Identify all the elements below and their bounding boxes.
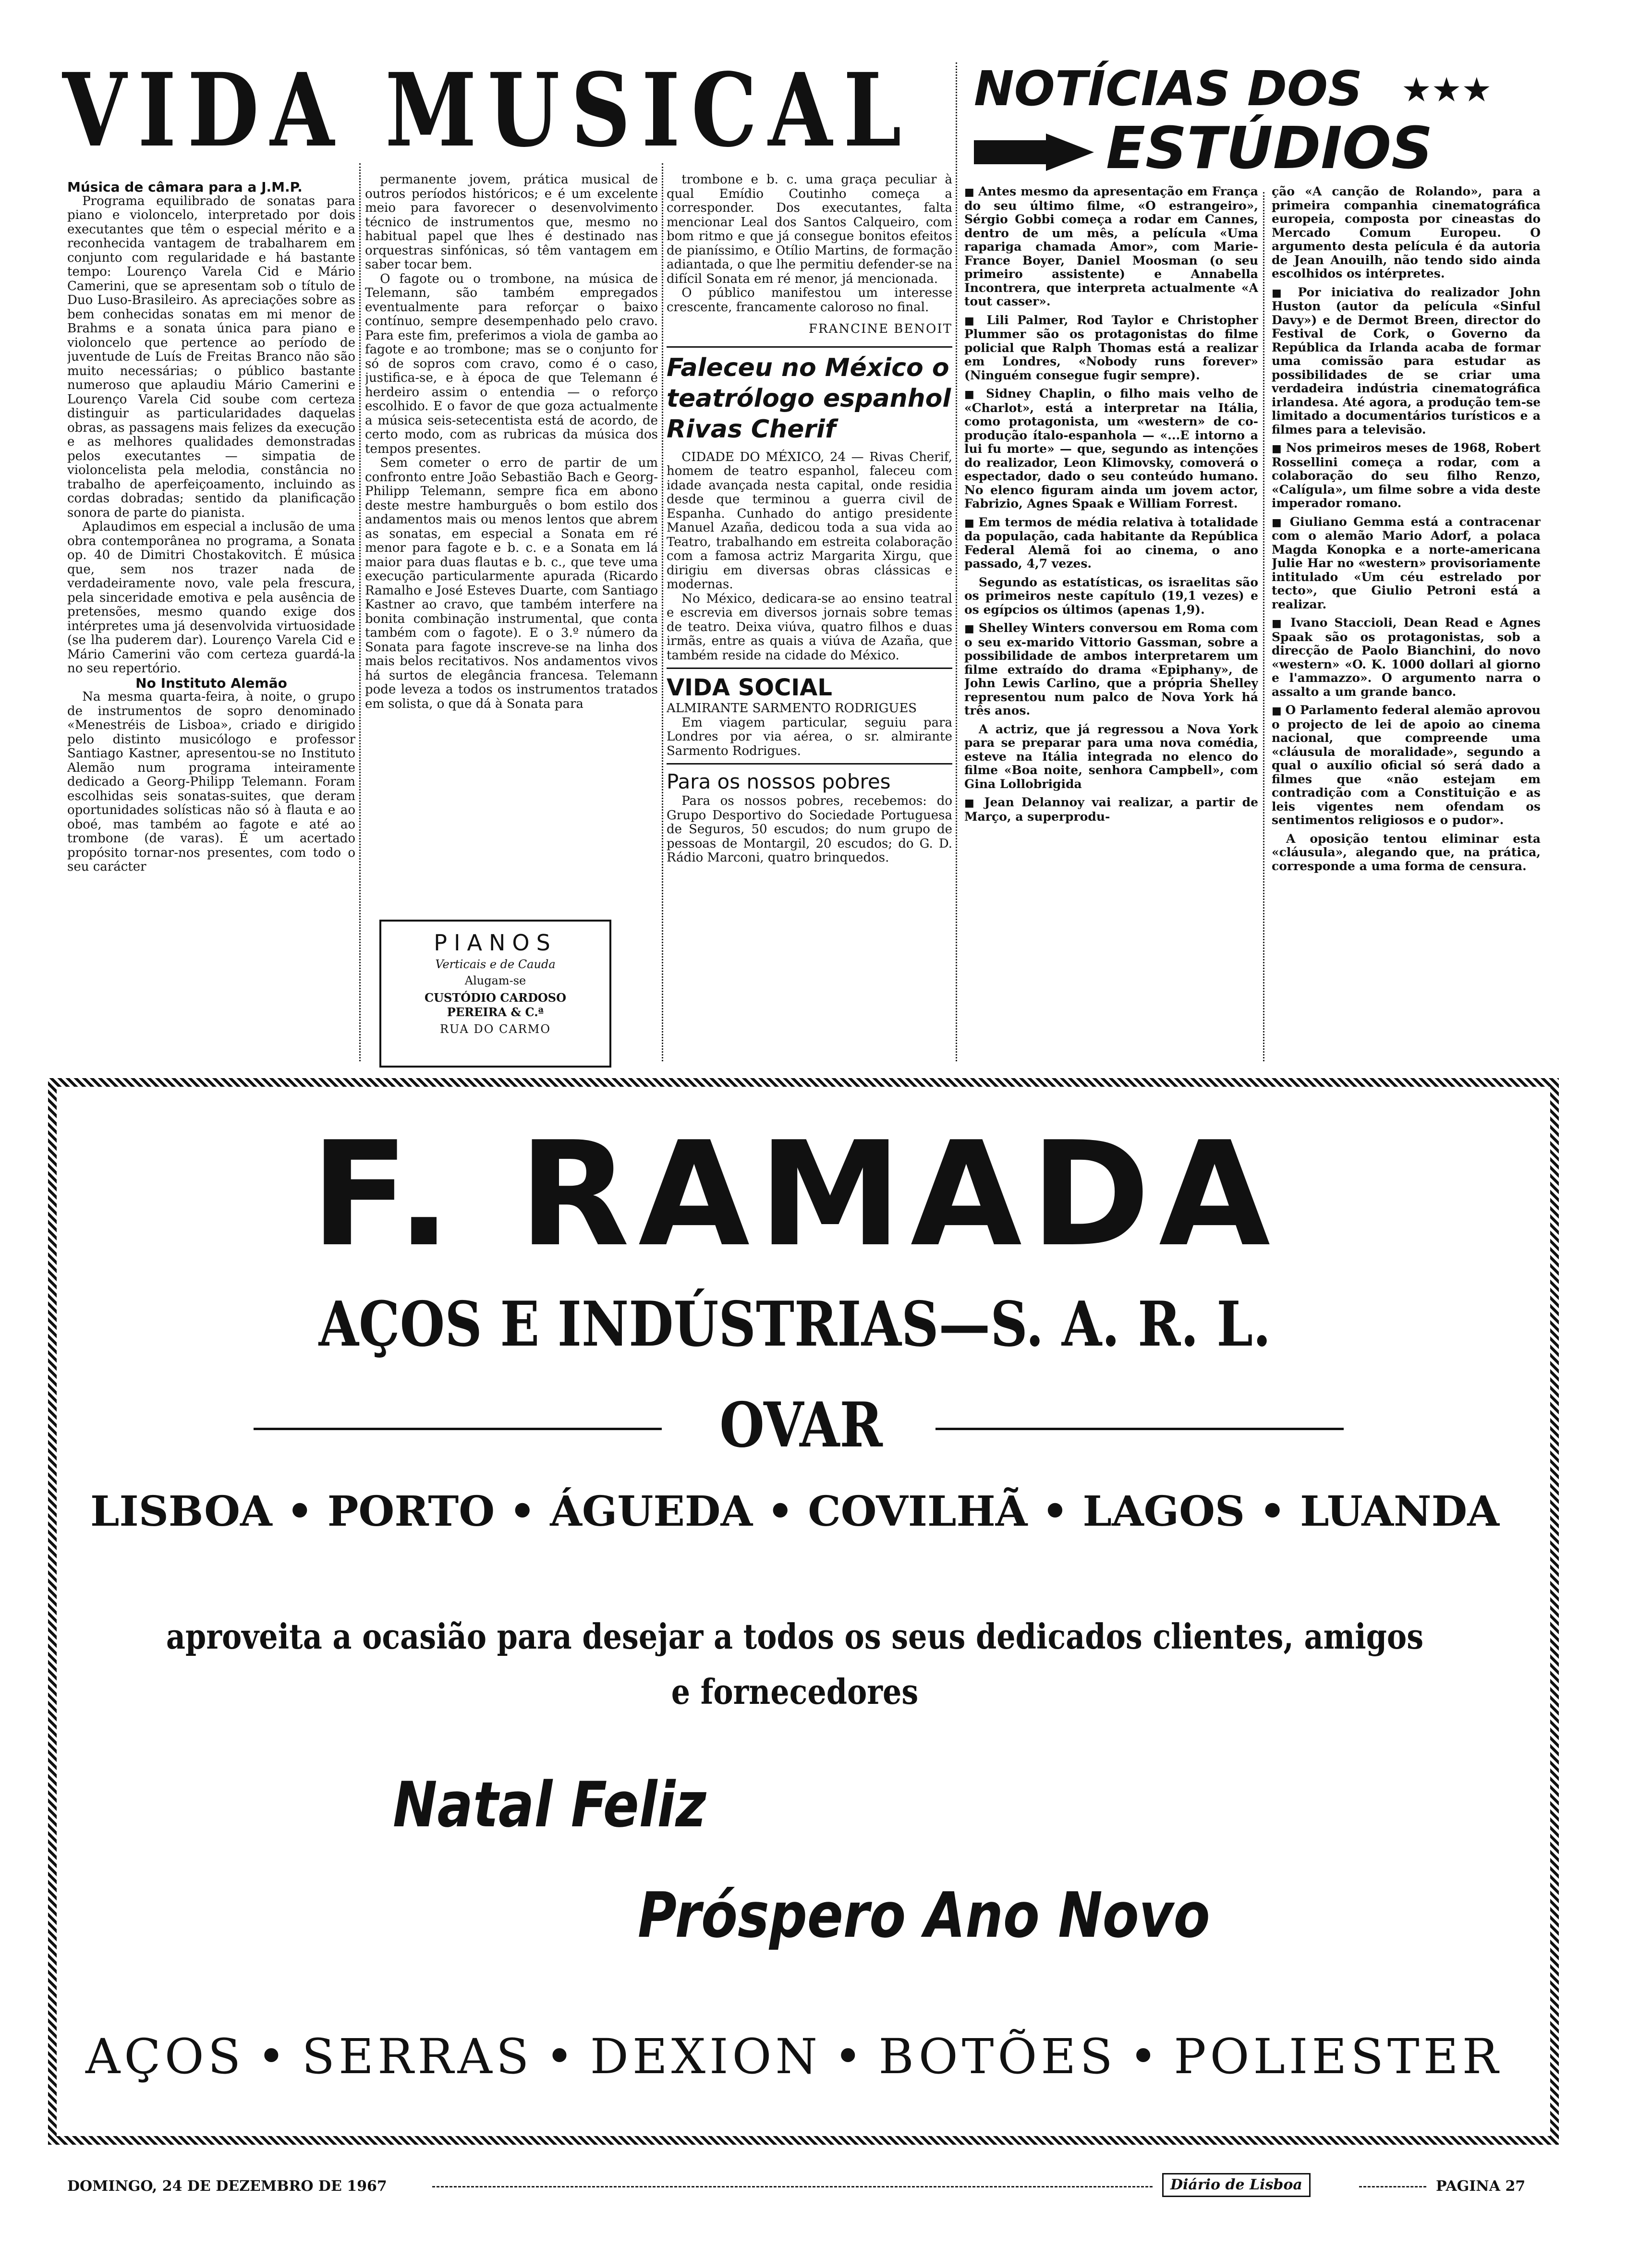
column-rule [1263,192,1264,1061]
news-item: ■ Por iniciativa do realizador John Huston (autor da película «Sinful Davy») e de Dermot Breen, director do Festival de Cork, o Governo da República da Irlanda acaba de formar uma comissão para estudar as possibilidades de se criar uma verdadeira indústria cinematográfica irlandesa. Até agora, a produção tem-se limitado a documentários turísticos e a filmes para a televisão. [1272,286,1541,437]
column-3 [667,173,952,1066]
subhead: Música de câmara para a J.M.P. [67,180,303,195]
footer-rule [432,2186,1153,2187]
greeting-natal: Natal Feliz [393,1768,706,1841]
pianos-title: PIANOS [434,930,557,956]
paragraph: Para os nossos pobres, recebemos: do Grupo Desportivo do Sociedade Portuguesa de Seguros, 50 escudos; do num grupo de pessoas de Montargil, 20 escudos; do G. D. Rádio Marconi, quatro brinquedos. [667,794,952,865]
bullet-icon: • [834,2028,866,2085]
city-list [90,1485,1499,1538]
paragraph: No México, dedicara-se ao ensino teatral e escrevia em diversos jornais sobre temas de teatro. Deixa viúva, quatro filhos e duas irmãs, entre as quais a viúva de Azaña, que também reside na cidade do México. [667,591,952,663]
paragraph: Em viagem particular, seguiu para Londres por via aérea, o sr. almirante Sarmento Rodrigues. [667,715,952,758]
product: DEXION [590,2028,822,2085]
rule [667,346,952,348]
city: LUANDA [1300,1487,1499,1536]
rule [254,1428,662,1430]
paragraph: CIDADE DO MÉXICO, 24 — Rivas Cherif, homem de teatro espanhol, faleceu com idade avançada nesta capital, onde residia desde que terminou a guerra civil de Espanha. Cunhado do antigo presidente Manuel Azaña, dedicou toda a sua vida ao Teatro, trabalhando em estreita colaboração com a famosa actriz Margarita Xirgu, que dirigiu em diversas obras clássicas e modernas. [667,449,952,592]
product: BOTÕES [878,2028,1117,2085]
product: POLIESTER [1174,2028,1502,2085]
message-line: aproveita a ocasião para desejar a todos os seus dedicados clientes, amigos [166,1616,1424,1657]
bullet-icon: • [545,2028,578,2085]
paragraph: Segundo as estatísticas, os israelitas são os primeiros neste capítulo (19,1 vezes) e os egípcios os últimos (apenas 1,9). [964,575,1258,617]
pianos-line: Verticais e de Cauda [435,958,556,971]
bullet-icon: • [1259,1487,1286,1536]
news-item: ■ Nos primeiros meses de 1968, Robert Rossellini começa a rodar, com a colaboração do seu filho Renzo, «Calígula», um filme sobre a vida deste imperador romano. [1272,441,1541,510]
product: AÇOS [85,2028,245,2085]
company-subtitle: AÇOS E INDÚSTRIAS—S. A. R. L. [318,1288,1271,1360]
news-item: ■ Lili Palmer, Rod Taylor e Christopher Plummer são os protagonistas do filme policial que Ralph Thomas está a realizar em Londres, «Nobody runs forever» (Ninguém consegue fugir sempre). [964,314,1258,383]
city: ÁGUEDA [550,1487,753,1536]
paragraph: ção «A canção de Rolando», para a primeira companhia cinematográfica europeia, composta por cineastas do Mercado Comum Europeu. O argumento desta película é da autoria de Jean Anouilh, não tendo sido ainda escolhidos os intérpretes. [1272,185,1541,280]
rule [667,668,952,669]
product-list [85,2028,1502,2086]
news-item: ■ Sidney Chaplin, o filho mais velho de «Charlot», está a interpretar na Itália, como protagonista, um «western» de co-produção ítalo-espanhola — «...E intorno a lui fu morte» — que, segundo as intenções do realizador, Leon Klimovsky, comoverá o espectador, dado o seu conteúdo humano. No elenco figuram ainda um jovem actor, Fabrizio, Agnes Spaak e William Forrest. [964,387,1258,511]
news-item: ■ Ivano Staccioli, Dean Read e Agnes Spaak são os protagonistas, sob a direcção de Paolo Bianchini, do novo «western» «O. K. 1000 dollari al giorno e l'ammazzo». O argumento narra o assalto a um grande banco. [1272,616,1541,699]
section-title: VIDA MUSICAL [62,51,912,170]
product: SERRAS [302,2028,533,2085]
bullet-icon: • [286,1487,313,1536]
pianos-advert [379,920,611,1068]
news-item: ■ Jean Delannoy vai realizar, a partir de Março, a superprodu- [964,796,1258,824]
company-town: OVAR [719,1389,883,1461]
pianos-line: CUSTÓDIO CARDOSO [424,991,567,1005]
subhead: No Instituto Alemão [135,675,287,691]
paragraph: trombone e b. c. uma graça peculiar à qual Emídio Coutinho começa a corresponder. Dos executantes, falta mencionar Leal dos Santos Calqueiro, com bom ritmo e que já consegue bonitos efeitos de pianíssimo, e Otílio Martins, de formação adiantada, o que lhe permitiu defender-se na difícil Sonata em ré menor, já mencionada. [667,173,952,286]
rule [667,763,952,765]
paragraph: Aplaudimos em especial a inclusão de uma obra contemporânea no programa, a Sonata op. 40 de Dimitri Chostakovitch. É música que, sem nos trazer nada de verdadeiramente novo, vale pela frescura, pela sinceridade emotiva e pela ausência de pretensões, mesmo quando exige dos intérpretes uma já desenvolvida virtuosidade (se lha puderem dar). Lourenço Varela Cid e Mário Camerini vão com certeza guardá-la no seu repertório. [67,520,355,676]
paragraph: A actriz, que já regressou a Nova York para se preparar para uma nova comédia, esteve na Itália integrada no elenco do filme «Boa noite, senhora Campbell», com Gina Lollobrigida [964,722,1258,791]
news-item: ■ Antes mesmo da apresentação em França do seu último filme, «O estrangeiro», Sérgio Gobbi começa a rodar em Cannes, dentro de um mês, a película «Uma rapariga chamada Amor», com Marie-France Boyer, Daniel Moosman (o seu primeiro assistente) e Annabella Incontrera, que interpreta actualmente «A tout casser». [964,185,1258,309]
paragraph: permanente jovem, prática musical de outros períodos históricos; e é um excelente meio para favorecer o desenvolvimento técnico de instrumentos que, mesmo no habitual papel que lhes é destinado nas orquestras sinfónicas, só têm vantagem em saber tocar bem. [365,173,658,272]
article-musica-camara [67,180,355,1069]
bullet-icon: • [509,1487,536,1536]
ramada-advert [57,1087,1533,2119]
newspaper-name: Diário de Lisboa [1162,2173,1311,2197]
pobres-heading: Para os nossos pobres [667,770,891,793]
news-title-line1: NOTÍCIAS DOS [974,61,1362,117]
bullet-icon: • [1129,2028,1162,2085]
bullet-icon: • [257,2028,290,2085]
column-rule [956,62,957,1061]
subhead: ALMIRANTE SARMENTO RODRIGUES [667,701,917,716]
city: LAGOS [1082,1487,1245,1536]
city: LISBOA [90,1487,272,1536]
news-item: ■ Em termos de média relativa à totalidade da população, cada habitante da República Federal Alemã foi ao cinema, o ano passado, 4,7 vezes. [964,516,1258,571]
company-name: F. RAMADA [310,1111,1279,1278]
news-item: ■ O Parlamento federal alemão aprovou o projecto de lei de apoio ao cinema nacional, que compreende uma «cláusula de moralidade», segundo a qual o auxílio oficial só será dado a filmes que «não estejam em contradição com a Constituição e as leis vigentes nem ofendam os sentimentos religiosos e o pudor». [1272,704,1541,827]
news-item: ■ Giuliano Gemma está a contracenar com o alemão Mario Adorf, a polaca Magda Konopka e a norte-americana Julie Har no «western» provisoriamente intitulado «Um céu estrelado por tecto», que Giulio Petroni está a realizar. [1272,515,1541,612]
column-rule [359,163,361,1061]
paragraph: Programa equilibrado de sonatas para piano e violoncelo, interpretado por dois executantes que têm o especial mérito e a reconhecida vantagem de trabalharem em conjunto com regularidade e há bastante tempo: Lourenço Varela Cid e Mário Camerini, que se apresentam sob o título de Duo Luso-Brasileiro. As apreciações sobre as bem conhecidas sonatas em mi menor de Brahms e a sonata única para piano e violoncelo que pertence ao período de juventude de Luís de Freitas Branco não são muito necessárias; o público bastante numeroso que aplaudiu Mário Camerini e Lourenço Varela Cid soube com certeza distinguir as particularidades daquelas obras, as passagens mais felizes da execução e as melhores qualidades demonstradas pelos executantes — simpatia de violoncelista pela melodia, constância no trabalho de aperfeiçoamento, incluindo as cordas dobradas; sentido da planificação sonora de parte do pianista. [67,194,355,520]
column-rule [662,163,663,1061]
page-number: PAGINA 27 [1436,2178,1526,2195]
column-5 [1272,185,1541,1064]
paragraph: Sem cometer o erro de partir de um confronto entre João Sebastião Bach e Georg-Philipp Telemann, sempre fica em abono deste mestre hamburguês o bom estilo dos andamentos mais ou menos lentos que abrem as sonatas, em especial a Sonata em ré menor para fagote e b. c. e a Sonata em lá maior para duas flautas e b. c., que teve uma execução particularmente apurada (Ricardo Ramalho e José Esteves Duarte, com Santiago Kastner ao cravo, que também interfere na bonita combinação instrumental, que conta também com o fagote). E o 3.º número da Sonata para fagote inscreve-se na linha dos mais belos recitativos. Nos andamentos vivos há surtos de elegância francesa. Telemann pode leveza a todos os instrumentos tratados em solista, o que dá à Sonata para [365,456,658,711]
rule [935,1428,1344,1430]
paragraph: Na mesma quarta-feira, à noite, o grupo de instrumentos de sopro denominado «Menestréis de Lisboa», criado e dirigido pelo distinto musicólogo e professor Santiago Kastner, apresentou-se no Instituto Alemão num programa inteiramente dedicado a Georg-Philipp Telemann. Foram escolhidas seis sonatas-suites, que deram oportunidades solísticas não só à flauta e ao oboé, mas também ao fagote e até ao trombone (de varas). É um acertado propósito tornar-nos presentes, com todo o seu carácter [67,690,355,874]
headline-rivas-cherif: Faleceu no México o teatrólogo espanhol Rivas Cherif [667,353,951,444]
pianos-line: Alugam-se [464,974,526,987]
paragraph: O público manifestou um interesse crescente, francamente caloroso no final. [667,286,952,315]
message-line: e fornecedores [671,1671,919,1712]
pianos-line: RUA DO CARMO [439,1022,551,1036]
news-title-line2: ESTÚDIOS [1106,115,1433,182]
news-item: ■ Shelley Winters conversou em Roma com o seu ex-marido Vittorio Gassman, sobre a possibilidade de ambos interpretarem um filme extraído do drama «Epiphany», de John Lewis Carlino, que a própria Shelley representou num palco de Nova York há três anos. [964,621,1258,718]
footer-date: DOMINGO, 24 DE DEZEMBRO DE 1967 [67,2178,387,2195]
paragraph: O fagote ou o trombone, na música de Telemann, são também empregados eventualmente para reforçar o baixo contínuo, sempre desempenhado pelo cravo. Para este fim, preferimos a viola de gamba ao fagote e ao trombone; mas se o conjunto for só de sopros com cravo, como é o caso, justifica-se, e à época de que Telemann é herdeiro assim o entendia — o reforço escolhido. E o favor de que goza actualmente a música seis-setecentista está de acordo, de certo modo, com as rubricas da música dos tempos presentes. [365,271,658,456]
city: PORTO [327,1487,495,1536]
footer-rule [1359,2186,1426,2187]
greeting-ano-novo: Próspero Ano Novo [638,1879,1210,1952]
arrow-icon [974,134,1094,171]
stars-icon: ★★★ [1401,70,1492,109]
news-title-block [974,61,1538,182]
article-continued [365,173,658,893]
paragraph: A oposição tentou eliminar esta «cláusula», alegando que, na prática, corresponde a uma forma de censura. [1272,831,1541,873]
vida-social-heading: VIDA SOCIAL [667,674,832,701]
byline: FRANCINE BENOIT [808,322,952,336]
column-4 [964,185,1258,1064]
bullet-icon: • [1042,1487,1069,1536]
bullet-icon: • [767,1487,794,1536]
pianos-line: PEREIRA & C.ª [447,1005,544,1019]
city: COVILHÃ [808,1487,1028,1536]
